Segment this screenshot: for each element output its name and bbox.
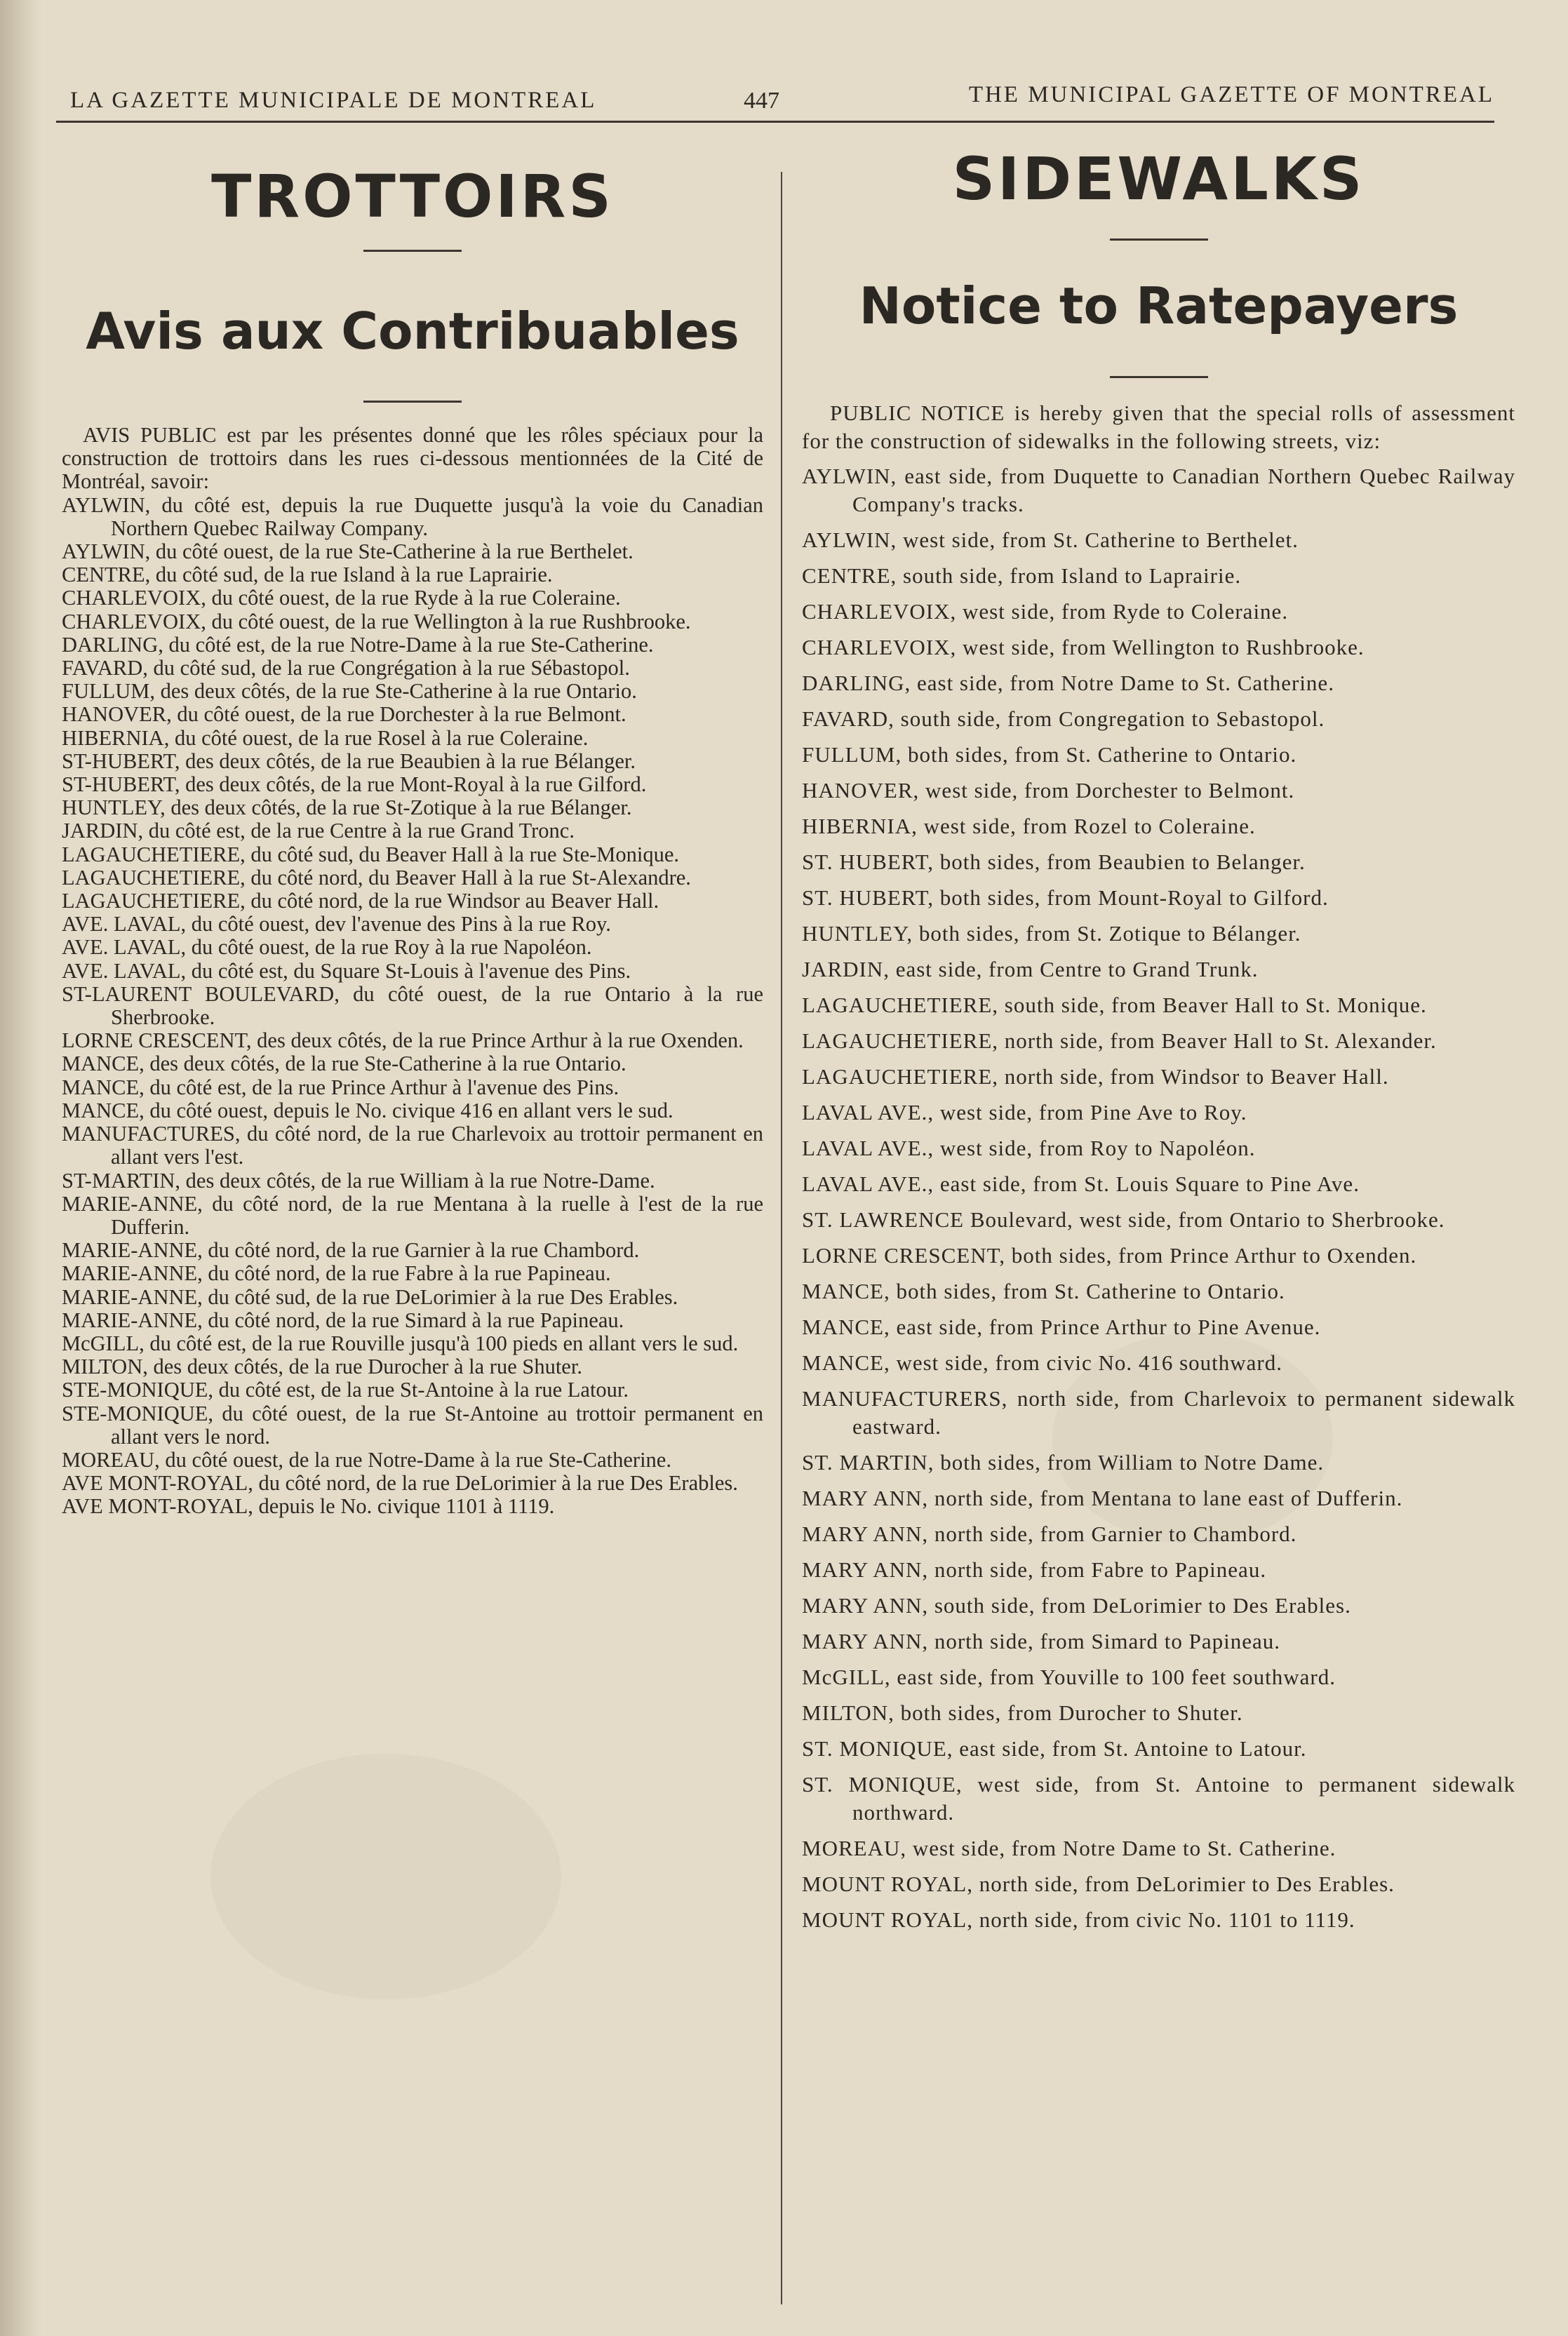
french-street-list bbox=[62, 494, 763, 1519]
street-entry: MARIE-ANNE, du côté nord, de la rue Mentana à la ruelle à l'est de la rue Dufferin. bbox=[62, 1191, 763, 1239]
street-entry: AVE MONT-ROYAL, depuis le No. civique 1101 à 1119. bbox=[62, 1494, 555, 1519]
street-entry: MANCE, east side, from Prince Arthur to Pine Avenue. bbox=[802, 1315, 1321, 1339]
title-rule bbox=[363, 250, 462, 252]
street-entry: LORNE CRESCENT, des deux côtés, de la rue Prince Arthur à la rue Oxenden. bbox=[62, 1028, 744, 1053]
page-binding-edge bbox=[0, 0, 42, 2336]
english-title: SIDEWALKS bbox=[952, 145, 1365, 213]
french-notice-body bbox=[62, 424, 763, 1519]
street-entry: MANUFACTURERS, north side, from Charlevoix to permanent sidewalk eastward. bbox=[802, 1386, 1515, 1439]
street-entry: ST. MARTIN, both sides, from William to Notre Dame. bbox=[802, 1450, 1325, 1475]
street-entry: FAVARD, du côté sud, de la rue Congrégation à la rue Sébastopol. bbox=[62, 656, 630, 680]
street-entry: MILTON, both sides, from Durocher to Shuter. bbox=[802, 1700, 1243, 1725]
street-entry: FAVARD, south side, from Congregation to Sebastopol. bbox=[802, 706, 1325, 731]
street-entry: HIBERNIA, du côté ouest, de la rue Rosel à la rue Coleraine. bbox=[62, 725, 589, 750]
street-entry: AYLWIN, west side, from St. Catherine to Berthelet. bbox=[802, 528, 1299, 552]
subtitle-rule bbox=[363, 401, 462, 403]
page-number: 447 bbox=[744, 88, 779, 114]
street-entry: MANCE, west side, from civic No. 416 southward. bbox=[802, 1350, 1282, 1375]
header-french-title: LA GAZETTE MUNICIPALE DE MONTREAL bbox=[70, 88, 597, 113]
street-entry: HUNTLEY, both sides, from St. Zotique to Bélanger. bbox=[802, 921, 1301, 946]
street-entry: CENTRE, du côté sud, de la rue Island à la rue Laprairie. bbox=[62, 563, 553, 587]
street-entry: MANCE, both sides, from St. Catherine to Ontario. bbox=[802, 1279, 1285, 1303]
french-column bbox=[62, 140, 763, 1519]
street-entry: MARIE-ANNE, du côté nord, de la rue Simard à la rue Papineau. bbox=[62, 1308, 624, 1332]
street-entry: AVE. LAVAL, du côté est, du Square St-Louis à l'avenue des Pins. bbox=[62, 958, 631, 983]
street-entry: FULLUM, des deux côtés, de la rue Ste-Catherine à la rue Ontario. bbox=[62, 679, 637, 704]
street-entry: LAGAUCHETIERE, du côté sud, du Beaver Hall à la rue Ste-Monique. bbox=[62, 842, 680, 866]
street-entry: ST. HUBERT, both sides, from Mount-Royal to Gilford. bbox=[802, 885, 1329, 910]
english-street-list bbox=[802, 462, 1515, 1934]
french-title: TROTTOIRS bbox=[211, 162, 614, 231]
english-column bbox=[802, 140, 1515, 1942]
street-entry: MANCE, du côté est, de la rue Prince Arthur à l'avenue des Pins. bbox=[62, 1075, 619, 1099]
street-entry: JARDIN, du côté est, de la rue Centre à la rue Grand Tronc. bbox=[62, 819, 575, 843]
street-entry: MANUFACTURES, du côté nord, de la rue Charlevoix au trottoir permanent en allant vers l'est. bbox=[62, 1122, 763, 1169]
street-entry: LAVAL AVE., west side, from Roy to Napoléon. bbox=[802, 1136, 1256, 1160]
street-entry: FULLUM, both sides, from St. Catherine to Ontario. bbox=[802, 742, 1297, 767]
french-intro: AVIS PUBLIC est par les présentes donné que les rôles spéciaux pour la construction de trottoirs dans les rues ci-dessous mentionnées de la Cité de Montréal, savoir: bbox=[62, 423, 763, 494]
street-entry: LAGAUCHETIERE, south side, from Beaver Hall to St. Monique. bbox=[802, 993, 1427, 1017]
street-entry: MARY ANN, south side, from DeLorimier to Des Erables. bbox=[802, 1593, 1351, 1618]
english-notice-body bbox=[802, 399, 1515, 1934]
street-entry: AVE MONT-ROYAL, du côté nord, de la rue DeLorimier à la rue Des Erables. bbox=[62, 1471, 738, 1496]
street-entry: ST. HUBERT, both sides, from Beaubien to Belanger. bbox=[802, 850, 1306, 874]
street-entry: JARDIN, east side, from Centre to Grand Trunk. bbox=[802, 957, 1259, 981]
street-entry: CHARLEVOIX, du côté ouest, de la rue Ryde à la rue Coleraine. bbox=[62, 586, 621, 610]
street-entry: ST-HUBERT, des deux côtés, de la rue Beaubien à la rue Bélanger. bbox=[62, 749, 636, 773]
street-entry: MARIE-ANNE, du côté nord, de la rue Fabre à la rue Papineau. bbox=[62, 1261, 611, 1286]
street-entry: MARY ANN, north side, from Garnier to Chambord. bbox=[802, 1522, 1297, 1546]
column-divider bbox=[781, 172, 782, 2304]
street-entry: DARLING, east side, from Notre Dame to St. Catherine. bbox=[802, 671, 1334, 695]
street-entry: MANCE, du côté ouest, depuis le No. civique 416 en allant vers le sud. bbox=[62, 1098, 674, 1122]
street-entry: ST-MARTIN, des deux côtés, de la rue William à la rue Notre-Dame. bbox=[62, 1168, 655, 1193]
street-entry: AYLWIN, du côté est, depuis la rue Duquette jusqu'à la voie du Canadian Northern Quebec Railway Company. bbox=[62, 492, 763, 540]
french-subtitle: Avis aux Contribuables bbox=[86, 302, 739, 361]
subtitle-rule bbox=[1110, 376, 1208, 378]
street-entry: McGILL, du côté est, de la rue Rouville jusqu'à 100 pieds en allant vers le sud. bbox=[62, 1331, 739, 1355]
english-subtitle: Notice to Ratepayers bbox=[859, 276, 1459, 335]
street-entry: ST-LAURENT BOULEVARD, du côté ouest, de la rue Ontario à la rue Sherbrooke. bbox=[62, 981, 763, 1030]
street-entry: ST. MONIQUE, west side, from St. Antoine to permanent sidewalk northward. bbox=[802, 1772, 1515, 1825]
street-entry: LAGAUCHETIERE, du côté nord, de la rue Windsor au Beaver Hall. bbox=[62, 889, 659, 913]
street-entry: MILTON, des deux côtés, de la rue Durocher à la rue Shuter. bbox=[62, 1355, 582, 1379]
street-entry: LORNE CRESCENT, both sides, from Prince Arthur to Oxenden. bbox=[802, 1243, 1417, 1268]
street-entry: LAGAUCHETIERE, north side, from Beaver Hall to St. Alexander. bbox=[802, 1028, 1437, 1053]
street-entry: AVE. LAVAL, du côté ouest, de la rue Roy à la rue Napoléon. bbox=[62, 935, 592, 960]
street-entry: MARY ANN, north side, from Mentana to lane east of Dufferin. bbox=[802, 1486, 1403, 1510]
street-entry: STE-MONIQUE, du côté ouest, de la rue St-Antoine au trottoir permanent en allant vers le nord. bbox=[62, 1401, 763, 1449]
street-entry: HANOVER, du côté ouest, de la rue Dorchester à la rue Belmont. bbox=[62, 702, 626, 727]
street-entry: MARIE-ANNE, du côté nord, de la rue Garnier à la rue Chambord. bbox=[62, 1238, 640, 1263]
paper-stain bbox=[210, 1754, 561, 1999]
street-entry: HUNTLEY, des deux côtés, de la rue St-Zotique à la rue Bélanger. bbox=[62, 796, 632, 820]
street-entry: AYLWIN, east side, from Duquette to Canadian Northern Quebec Railway Company's tracks. bbox=[802, 464, 1515, 516]
street-entry: CHARLEVOIX, du côté ouest, de la rue Wellington à la rue Rushbrooke. bbox=[62, 609, 691, 633]
street-entry: STE-MONIQUE, du côté est, de la rue St-Antoine à la rue Latour. bbox=[62, 1378, 629, 1402]
street-entry: LAVAL AVE., west side, from Pine Ave to Roy. bbox=[802, 1100, 1247, 1125]
header-english-title: THE MUNICIPAL GAZETTE OF MONTREAL bbox=[968, 82, 1494, 107]
english-intro: PUBLIC NOTICE is hereby given that the special rolls of assessment for the construction of sidewalks in the following streets, viz: bbox=[802, 401, 1515, 453]
street-entry: DARLING, du côté est, de la rue Notre-Dame à la rue Ste-Catherine. bbox=[62, 632, 654, 657]
street-entry: ST. MONIQUE, east side, from St. Antoine to Latour. bbox=[802, 1736, 1307, 1761]
street-entry: HANOVER, west side, from Dorchester to Belmont. bbox=[802, 778, 1295, 803]
title-rule bbox=[1110, 239, 1208, 241]
street-entry: MOREAU, du côté ouest, de la rue Notre-Dame à la rue Ste-Catherine. bbox=[62, 1447, 671, 1472]
street-entry: ST. LAWRENCE Boulevard, west side, from Ontario to Sherbrooke. bbox=[802, 1207, 1445, 1232]
header-rule bbox=[56, 121, 1494, 123]
street-entry: LAGAUCHETIERE, north side, from Windsor to Beaver Hall. bbox=[802, 1064, 1389, 1089]
street-entry: MOREAU, west side, from Notre Dame to St. Catherine. bbox=[802, 1836, 1336, 1860]
street-entry: McGILL, east side, from Youville to 100 feet southward. bbox=[802, 1665, 1336, 1689]
street-entry: AYLWIN, du côté ouest, de la rue Ste-Catherine à la rue Berthelet. bbox=[62, 539, 634, 564]
street-entry: HIBERNIA, west side, from Rozel to Coleraine. bbox=[802, 814, 1256, 838]
street-entry: MARIE-ANNE, du côté sud, de la rue DeLorimier à la rue Des Erables. bbox=[62, 1284, 678, 1309]
street-entry: ST-HUBERT, des deux côtés, de la rue Mont-Royal à la rue Gilford. bbox=[62, 772, 647, 797]
street-entry: MARY ANN, north side, from Simard to Papineau. bbox=[802, 1629, 1281, 1653]
street-entry: MOUNT ROYAL, north side, from DeLorimier to Des Erables. bbox=[802, 1872, 1395, 1896]
street-entry: CHARLEVOIX, west side, from Ryde to Coleraine. bbox=[802, 599, 1289, 624]
street-entry: MANCE, des deux côtés, de la rue Ste-Catherine à la rue Ontario. bbox=[62, 1052, 626, 1076]
street-entry: CHARLEVOIX, west side, from Wellington to Rushbrooke. bbox=[802, 635, 1365, 659]
street-entry: LAVAL AVE., east side, from St. Louis Square to Pine Ave. bbox=[802, 1172, 1360, 1196]
street-entry: MARY ANN, north side, from Fabre to Papineau. bbox=[802, 1557, 1267, 1582]
street-entry: CENTRE, south side, from Island to Laprairie. bbox=[802, 563, 1242, 588]
street-entry: AVE. LAVAL, du côté ouest, dev l'avenue des Pins à la rue Roy. bbox=[62, 912, 611, 937]
street-entry: LAGAUCHETIERE, du côté nord, du Beaver Hall à la rue St-Alexandre. bbox=[62, 865, 691, 890]
street-entry: MOUNT ROYAL, north side, from civic No. 1101 to 1119. bbox=[802, 1907, 1355, 1932]
